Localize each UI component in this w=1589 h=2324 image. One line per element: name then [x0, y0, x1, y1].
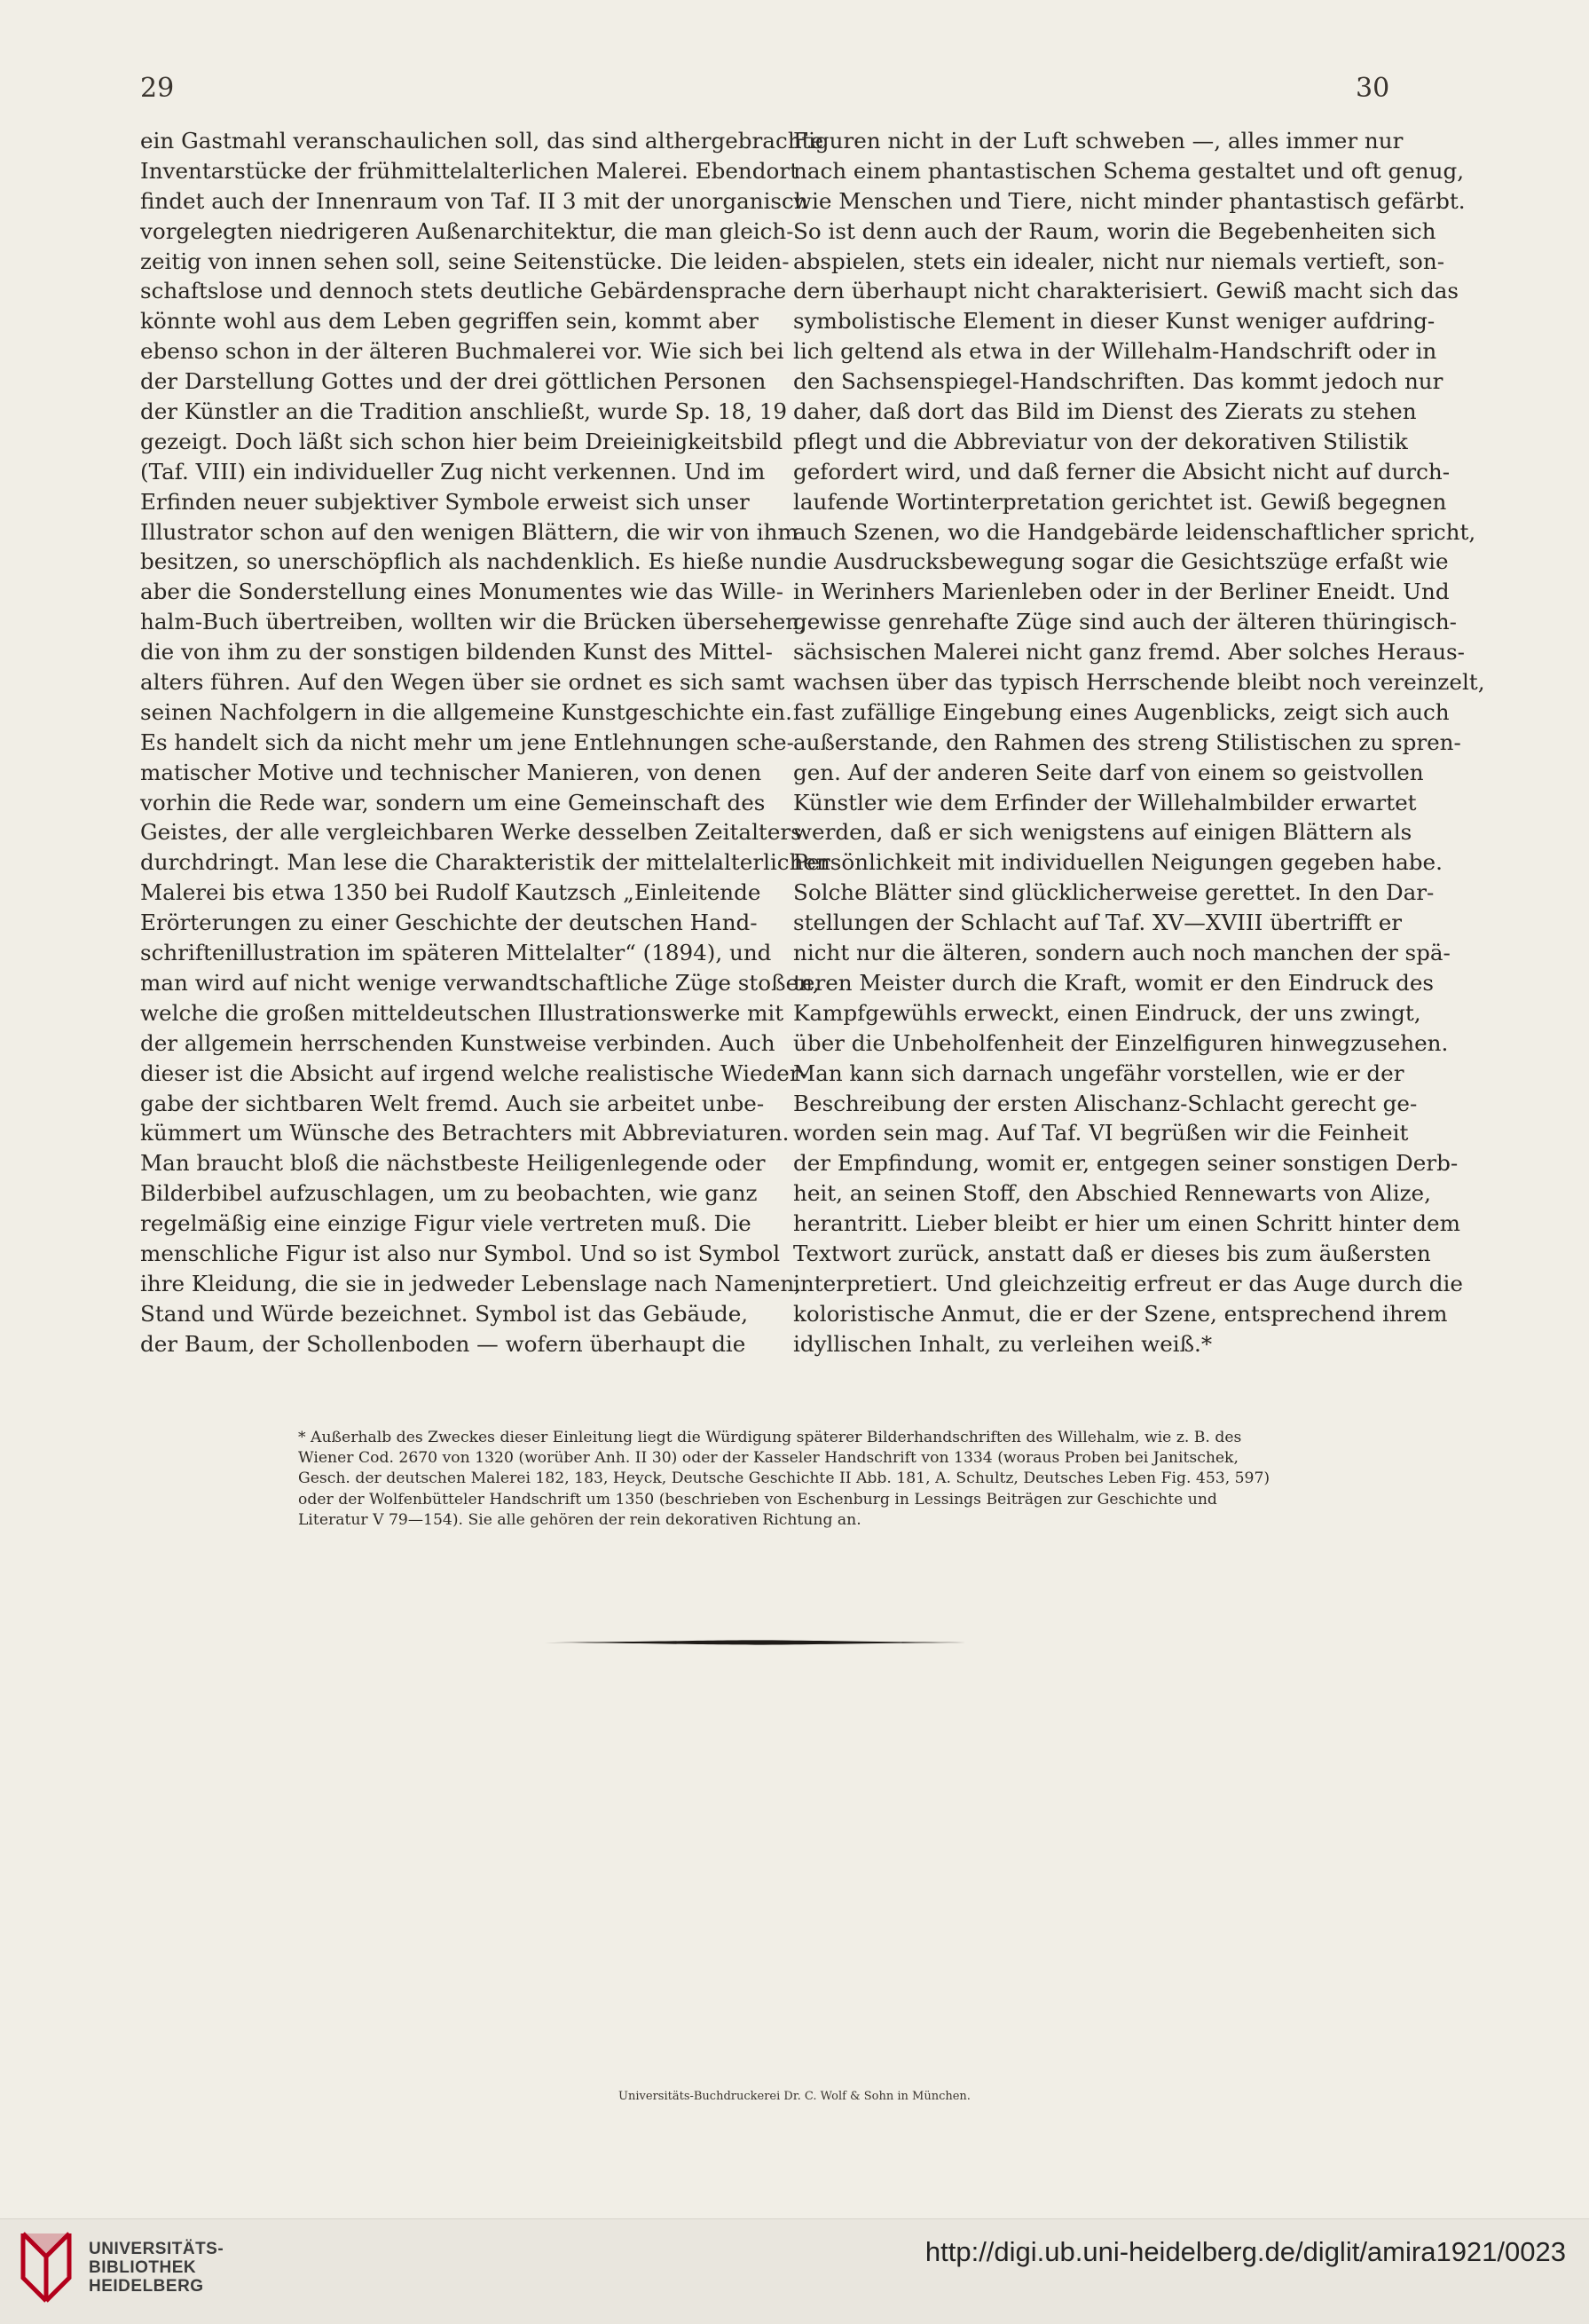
text-line: nach einem phantastischen Schema gestaltet und oft genug,: [793, 157, 1465, 184]
text-line: regelmäßig eine einzige Figur viele vertreten muß. Die: [140, 1210, 751, 1237]
text-line: gezeigt. Doch läßt sich schon hier beim Dreieinigkeitsbild: [140, 428, 783, 454]
text-line: schaftslose und dennoch stets deutliche Gebärdensprache: [140, 278, 787, 304]
text-line: Erfinden neuer subjektiver Symbole erweist sich unser: [140, 488, 750, 515]
text-line: kümmert um Wünsche des Betrachters mit Abbreviaturen.: [140, 1120, 790, 1146]
footnote: [298, 1428, 1270, 1531]
text-line: ein Gastmahl veranschaulichen soll, das sind althergebrachte: [140, 128, 823, 154]
text-line: Textwort zurück, anstatt daß er dieses bis zum äußersten: [793, 1240, 1431, 1266]
text-line: der allgemein herrschenden Kunstweise verbinden. Auch: [140, 1029, 775, 1056]
text-line: Inventarstücke der frühmittelalterlichen Malerei. Ebendort: [140, 157, 798, 184]
text-line: Es handelt sich da nicht mehr um jene Entlehnungen sche-: [140, 729, 794, 755]
text-line: die Ausdrucksbewegung sogar die Gesichtszüge erfaßt wie: [793, 548, 1449, 575]
text-line: außerstande, den Rahmen des streng Stilistischen zu spren-: [793, 729, 1461, 755]
library-name: [89, 2240, 224, 2296]
text-line: findet auch der Innenraum von Taf. II 3 mit der unorganisch: [140, 187, 808, 214]
library-name-line3: HEIDELBERG: [89, 2277, 204, 2296]
text-line: worden sein mag. Auf Taf. VI begrüßen wir die Feinheit: [793, 1120, 1409, 1146]
printer-imprint: Universitäts-Buchdruckerei Dr. C. Wolf & Sohn in München.: [618, 2090, 971, 2103]
text-line: auch Szenen, wo die Handgebärde leidenschaftlicher spricht,: [793, 518, 1476, 545]
text-line: Man kann sich darnach ungefähr vorstellen, wie er der: [793, 1060, 1404, 1086]
page-number-left: 29: [140, 73, 175, 104]
text-line: Geistes, der alle vergleichbaren Werke desselben Zeitalters: [140, 819, 802, 846]
library-logo-icon: [18, 2225, 76, 2313]
text-line: (Taf. VIII) ein individueller Zug nicht verkennen. Und im: [140, 458, 766, 484]
text-line: der Darstellung Gottes und der drei göttlichen Personen: [140, 368, 767, 395]
text-line: heit, an seinen Stoff, den Abschied Rennewarts von Alize,: [793, 1180, 1431, 1207]
text-line: über die Unbeholfenheit der Einzelfiguren hinwegzusehen.: [793, 1029, 1449, 1056]
text-line: werden, daß er sich wenigstens auf einigen Blättern als: [793, 819, 1412, 846]
text-line: dieser ist die Absicht auf irgend welche realistische Wieder-: [140, 1060, 807, 1086]
text-line: koloristische Anmut, die er der Szene, entsprechend ihrem: [793, 1300, 1448, 1327]
text-line: fast zufällige Eingebung eines Augenblicks, zeigt sich auch: [793, 698, 1450, 725]
text-line: besitzen, so unerschöpflich als nachdenklich. Es hieße nun: [140, 548, 793, 575]
text-line: gen. Auf der anderen Seite darf von einem so geistvollen: [793, 759, 1424, 785]
text-column-right: [793, 126, 1485, 1359]
text-line: Man braucht bloß die nächstbeste Heiligenlegende oder: [140, 1150, 766, 1177]
text-line: Malerei bis etwa 1350 bei Rudolf Kautzsch „Einleitende: [140, 879, 761, 906]
viewer-footer: [0, 2218, 1589, 2324]
text-line: sächsischen Malerei nicht ganz fremd. Aber solches Heraus-: [793, 639, 1465, 666]
text-line: matischer Motive und technischer Manieren, von denen: [140, 759, 762, 785]
text-line: Illustrator schon auf den wenigen Blättern, die wir von ihm: [140, 518, 798, 545]
text-line: Künstler wie dem Erfinder der Willehalmbilder erwartet: [793, 789, 1417, 815]
footnote-line: oder der Wolfenbütteler Handschrift um 1350 (beschrieben von Eschenburg in Lessings Beiträgen zur Geschichte und: [298, 1490, 1217, 1509]
library-name-line1: UNIVERSITÄTS-: [89, 2240, 224, 2258]
text-column-left: [140, 126, 830, 1359]
text-line: pflegt und die Abbreviatur von der dekorativen Stilistik: [793, 428, 1408, 454]
text-line: laufende Wortinterpretation gerichtet ist. Gewiß begegnen: [793, 488, 1447, 515]
text-line: der Künstler an die Tradition anschließt, wurde Sp. 18, 19: [140, 398, 788, 425]
text-line: Bilderbibel aufzuschlagen, um zu beobachten, wie ganz: [140, 1180, 758, 1207]
text-line: Stand und Würde bezeichnet. Symbol ist das Gebäude,: [140, 1300, 749, 1327]
text-line: dern überhaupt nicht charakterisiert. Gewiß macht sich das: [793, 278, 1459, 304]
text-line: gabe der sichtbaren Welt fremd. Auch sie arbeitet unbe-: [140, 1090, 765, 1116]
text-line: ebenso schon in der älteren Buchmalerei vor. Wie sich bei: [140, 338, 784, 365]
text-line: stellungen der Schlacht auf Taf. XV—XVIII übertrifft er: [793, 910, 1403, 936]
text-line: lich geltend als etwa in der Willehalm-Handschrift oder in: [793, 338, 1437, 365]
text-line: zeitig von innen sehen soll, seine Seitenstücke. Die leiden-: [140, 248, 790, 274]
text-line: abspielen, stets ein idealer, nicht nur niemals vertieft, son-: [793, 248, 1445, 274]
text-line: der Baum, der Schollenboden — wofern überhaupt die: [140, 1330, 746, 1357]
footnote-line: Literatur V 79—154). Sie alle gehören der rein dekorativen Richtung an.: [298, 1510, 861, 1529]
text-line: Solche Blätter sind glücklicherweise gerettet. In den Dar-: [793, 879, 1435, 906]
page-number-right: 30: [1356, 73, 1390, 104]
text-line: idyllischen Inhalt, zu verleihen weiß.*: [793, 1330, 1213, 1357]
text-line: teren Meister durch die Kraft, womit er den Eindruck des: [793, 969, 1435, 996]
text-line: nicht nur die älteren, sondern auch noch manchen der spä-: [793, 940, 1451, 966]
text-line: die von ihm zu der sonstigen bildenden Kunst des Mittel-: [140, 639, 773, 666]
text-line: menschliche Figur ist also nur Symbol. Und so ist Symbol: [140, 1240, 781, 1266]
text-line: alters führen. Auf den Wegen über sie ordnet es sich samt: [140, 669, 785, 696]
text-line: vorhin die Rede war, sondern um eine Gemeinschaft des: [140, 789, 766, 815]
text-line: Persönlichkeit mit individuellen Neigungen gegeben habe.: [793, 849, 1443, 876]
text-line: Kampfgewühls erweckt, einen Eindruck, der uns zwingt,: [793, 999, 1421, 1026]
footnote-line: * Außerhalb des Zweckes dieser Einleitung liegt die Würdigung späterer Bilderhandschriften des Willehalm, wie z. B. des: [298, 1429, 1242, 1446]
footnote-line: Wiener Cod. 2670 von 1320 (worüber Anh. II 30) oder der Kasseler Handschrift von 1334 (woraus Proben bei Janitschek,: [298, 1449, 1239, 1468]
text-line: symbolistische Element in dieser Kunst weniger aufdring-: [793, 308, 1436, 335]
text-line: halm-Buch übertreiben, wollten wir die Brücken übersehen,: [140, 609, 806, 635]
footnote-line: Gesch. der deutschen Malerei 182, 183, Heyck, Deutsche Geschichte II Abb. 181, A. Schultz, Deutsches Leben Fig. 453, 597): [298, 1469, 1270, 1488]
ornamental-rule: [545, 1640, 965, 1645]
text-line: daher, daß dort das Bild im Dienst des Zierats zu stehen: [793, 398, 1417, 425]
text-line: Beschreibung der ersten Alischanz-Schlacht gerecht ge-: [793, 1090, 1418, 1116]
source-url-link[interactable]: http://digi.ub.uni-heidelberg.de/diglit/amira1921/0023: [924, 2236, 1566, 2267]
text-line: den Sachsenspiegel-Handschriften. Das kommt jedoch nur: [793, 368, 1443, 395]
text-line: der Empfindung, womit er, entgegen seiner sonstigen Derb-: [793, 1150, 1459, 1177]
text-line: Erörterungen zu einer Geschichte der deutschen Hand-: [140, 910, 758, 936]
text-line: vorgelegten niedrigeren Außenarchitektur, die man gleich-: [140, 217, 794, 244]
text-line: schriftenillustration im späteren Mittelalter“ (1894), und: [140, 940, 772, 966]
text-line: Figuren nicht in der Luft schweben —, alles immer nur: [793, 128, 1404, 154]
text-line: wie Menschen und Tiere, nicht minder phantastisch gefärbt.: [793, 187, 1466, 214]
text-line: seinen Nachfolgern in die allgemeine Kunstgeschichte ein.: [140, 698, 792, 725]
text-line: gefordert wird, und daß ferner die Absicht nicht auf durch-: [793, 458, 1451, 484]
text-line: wachsen über das typisch Herrschende bleibt noch vereinzelt,: [793, 669, 1485, 696]
text-line: gewisse genrehafte Züge sind auch der älteren thüringisch-: [793, 609, 1457, 635]
text-line: herantritt. Lieber bleibt er hier um einen Schritt hinter dem: [793, 1210, 1460, 1237]
text-line: man wird auf nicht wenige verwandtschaftliche Züge stoßen,: [140, 969, 820, 996]
library-name-line2: BIBLIOTHEK: [89, 2258, 197, 2277]
text-line: So ist denn auch der Raum, worin die Begebenheiten sich: [793, 217, 1436, 244]
text-line: aber die Sonderstellung eines Monumentes wie das Wille-: [140, 579, 784, 605]
text-line: durchdringt. Man lese die Charakteristik der mittelalterlichen: [140, 849, 830, 876]
text-line: interpretiert. Und gleichzeitig erfreut er das Auge durch die: [793, 1270, 1463, 1296]
text-line: könnte wohl aus dem Leben gegriffen sein, kommt aber: [140, 308, 759, 335]
text-line: ihre Kleidung, die sie in jedweder Lebenslage nach Namen,: [140, 1270, 801, 1296]
text-line: in Werinhers Marienleben oder in der Berliner Eneidt. Und: [793, 579, 1450, 605]
text-line: welche die großen mitteldeutschen Illustrationswerke mit: [140, 999, 784, 1026]
